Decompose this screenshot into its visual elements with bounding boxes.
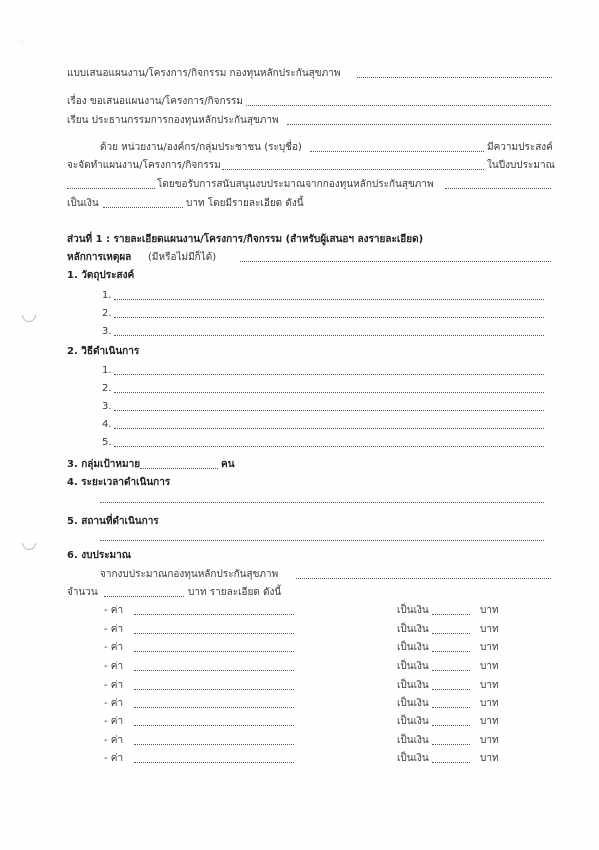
budget-item-amount-label: เป็นเงิน [397,698,429,709]
budget-item-amount-field[interactable] [432,762,470,763]
budget-item-amount-label: เป็นเงิน [397,605,429,616]
budget-item-unit: บาท [480,624,499,635]
intro-suffix: มีความประสงค์ [487,142,553,153]
objective-number: 3. [102,326,112,337]
budget-item-field[interactable] [134,725,294,726]
budget-item-amount-field[interactable] [432,633,470,634]
budget-item-unit: บาท [480,605,499,616]
target-label: 3. กลุ่มเป้าหมาย [67,459,141,470]
objective-field[interactable] [114,335,544,336]
method-field[interactable] [114,446,544,447]
title-fill-line[interactable] [357,77,552,78]
objective-field[interactable] [114,317,544,318]
amount-suffix: บาท โดยมีรายละเอียด ดังนี้ [186,198,304,209]
punch-hole-mark [19,533,39,553]
method-number: 4. [102,419,112,430]
subject-fill-line[interactable] [246,105,551,106]
budget-item-amount-label: เป็นเงิน [397,680,429,691]
subject-label: เรื่อง ขอเสนอแผนงาน/โครงการ/กิจกรรม [67,96,243,107]
part1-title: ส่วนที่ 1 : รายละเอียดแผนงาน/โครงการ/กิจกรรม (สำหรับผู้เสนอฯ ลงรายละเอียด) [67,234,424,245]
method-number: 2. [102,383,112,394]
budget-item-field[interactable] [134,651,294,652]
budget-item-amount-label: เป็นเงิน [397,753,429,764]
rationale-label: หลักการเหตุผล [67,252,132,263]
duration-field[interactable] [100,502,544,503]
method-field[interactable] [114,374,544,375]
budget-item-field[interactable] [134,762,294,763]
location-title: 5. สถานที่ดำเนินการ [67,516,159,527]
method-number: 5. [102,437,112,448]
budget-amount-prefix: จำนวน [67,587,98,598]
budget-amount-suffix: บาท รายละเอียด ดังนี้ [188,587,282,598]
rationale-field[interactable] [240,261,551,262]
amount-prefix: เป็นเงิน [67,198,99,209]
budget-item-field[interactable] [134,633,294,634]
budget-item-amount-field[interactable] [432,651,470,652]
budget-item-label: - ค่า [104,716,124,727]
intro-line2-prefix: จะจัดทำแผนงาน/โครงการ/กิจกรรม [67,160,221,171]
punch-hole-mark [19,305,39,325]
duration-title: 4. ระยะเวลาดำเนินการ [67,477,171,488]
method-field[interactable] [114,410,544,411]
budget-item-label: - ค่า [104,624,124,635]
amount-field[interactable] [103,207,183,208]
budget-source: จากงบประมาณกองทุนหลักประกันสุขภาพ [100,569,279,580]
budget-item-field[interactable] [134,744,294,745]
budget-item-amount-label: เป็นเงิน [397,716,429,727]
project-name-field[interactable] [222,169,484,170]
budget-item-amount-field[interactable] [432,707,470,708]
budget-item-field[interactable] [134,707,294,708]
to-fill-line[interactable] [287,124,551,125]
budget-item-unit: บาท [480,716,499,727]
location-field[interactable] [100,540,544,541]
budget-item-unit: บาท [480,642,499,653]
rationale-note: (มีหรือไม่มีก็ได้) [148,252,217,263]
budget-item-field[interactable] [134,670,294,671]
budget-item-amount-field[interactable] [432,670,470,671]
objective-number: 2. [102,308,112,319]
budget-item-amount-label: เป็นเงิน [397,735,429,746]
objective-number: 1. [102,290,112,301]
method-number: 1. [102,365,112,376]
method-field[interactable] [114,392,544,393]
method-field[interactable] [114,428,544,429]
budget-item-amount-field[interactable] [432,689,470,690]
objective-field[interactable] [114,299,544,300]
budget-item-label: - ค่า [104,642,124,653]
budget-item-amount-label: เป็นเงิน [397,642,429,653]
organization-name-field[interactable] [310,151,484,152]
budget-item-unit: บาท [480,735,499,746]
budget-source-field[interactable] [296,578,551,579]
to-label: เรียน ประธานกรรมการกองทุนหลักประกันสุขภาพ [67,115,279,126]
budget-item-unit: บาท [480,753,499,764]
budget-amount-field[interactable] [104,596,184,597]
fiscal-year-field[interactable] [67,188,155,189]
intro-line2-suffix: ในปีงบประมาณ [487,160,555,171]
budget-item-label: - ค่า [104,698,124,709]
budget-item-amount-field[interactable] [432,725,470,726]
intro-line3: โดยขอรับการสนับสนุนงบประมาณจากกองทุนหลักประกันสุขภาพ [157,179,434,190]
budget-item-label: - ค่า [104,680,124,691]
intro-prefix: ด้วย หน่วยงาน/องค์กร/กลุ่มประชาชน (ระบุชื่อ) [100,142,302,153]
budget-item-label: - ค่า [104,661,124,672]
budget-item-amount-field[interactable] [432,614,470,615]
budget-item-amount-label: เป็นเงิน [397,624,429,635]
objectives-title: 1. วัตถุประสงค์ [67,270,135,281]
form-title: แบบเสนอแผนงาน/โครงการ/กิจกรรม กองทุนหลักประกันสุขภาพ [67,68,341,79]
intro-line3-fill[interactable] [445,188,551,189]
budget-item-label: - ค่า [104,735,124,746]
budget-item-label: - ค่า [104,605,124,616]
target-count-field[interactable] [140,468,218,469]
budget-title: 6. งบประมาณ [67,550,132,561]
budget-item-unit: บาท [480,661,499,672]
scan-speck: ·.: [18,38,24,45]
budget-item-field[interactable] [134,689,294,690]
budget-item-unit: บาท [480,680,499,691]
budget-item-amount-label: เป็นเงิน [397,661,429,672]
target-unit: คน [221,459,235,470]
budget-item-label: - ค่า [104,753,124,764]
method-number: 3. [102,401,112,412]
budget-item-amount-field[interactable] [432,744,470,745]
methods-title: 2. วิธีดำเนินการ [67,346,140,357]
budget-item-field[interactable] [134,614,294,615]
budget-item-unit: บาท [480,698,499,709]
